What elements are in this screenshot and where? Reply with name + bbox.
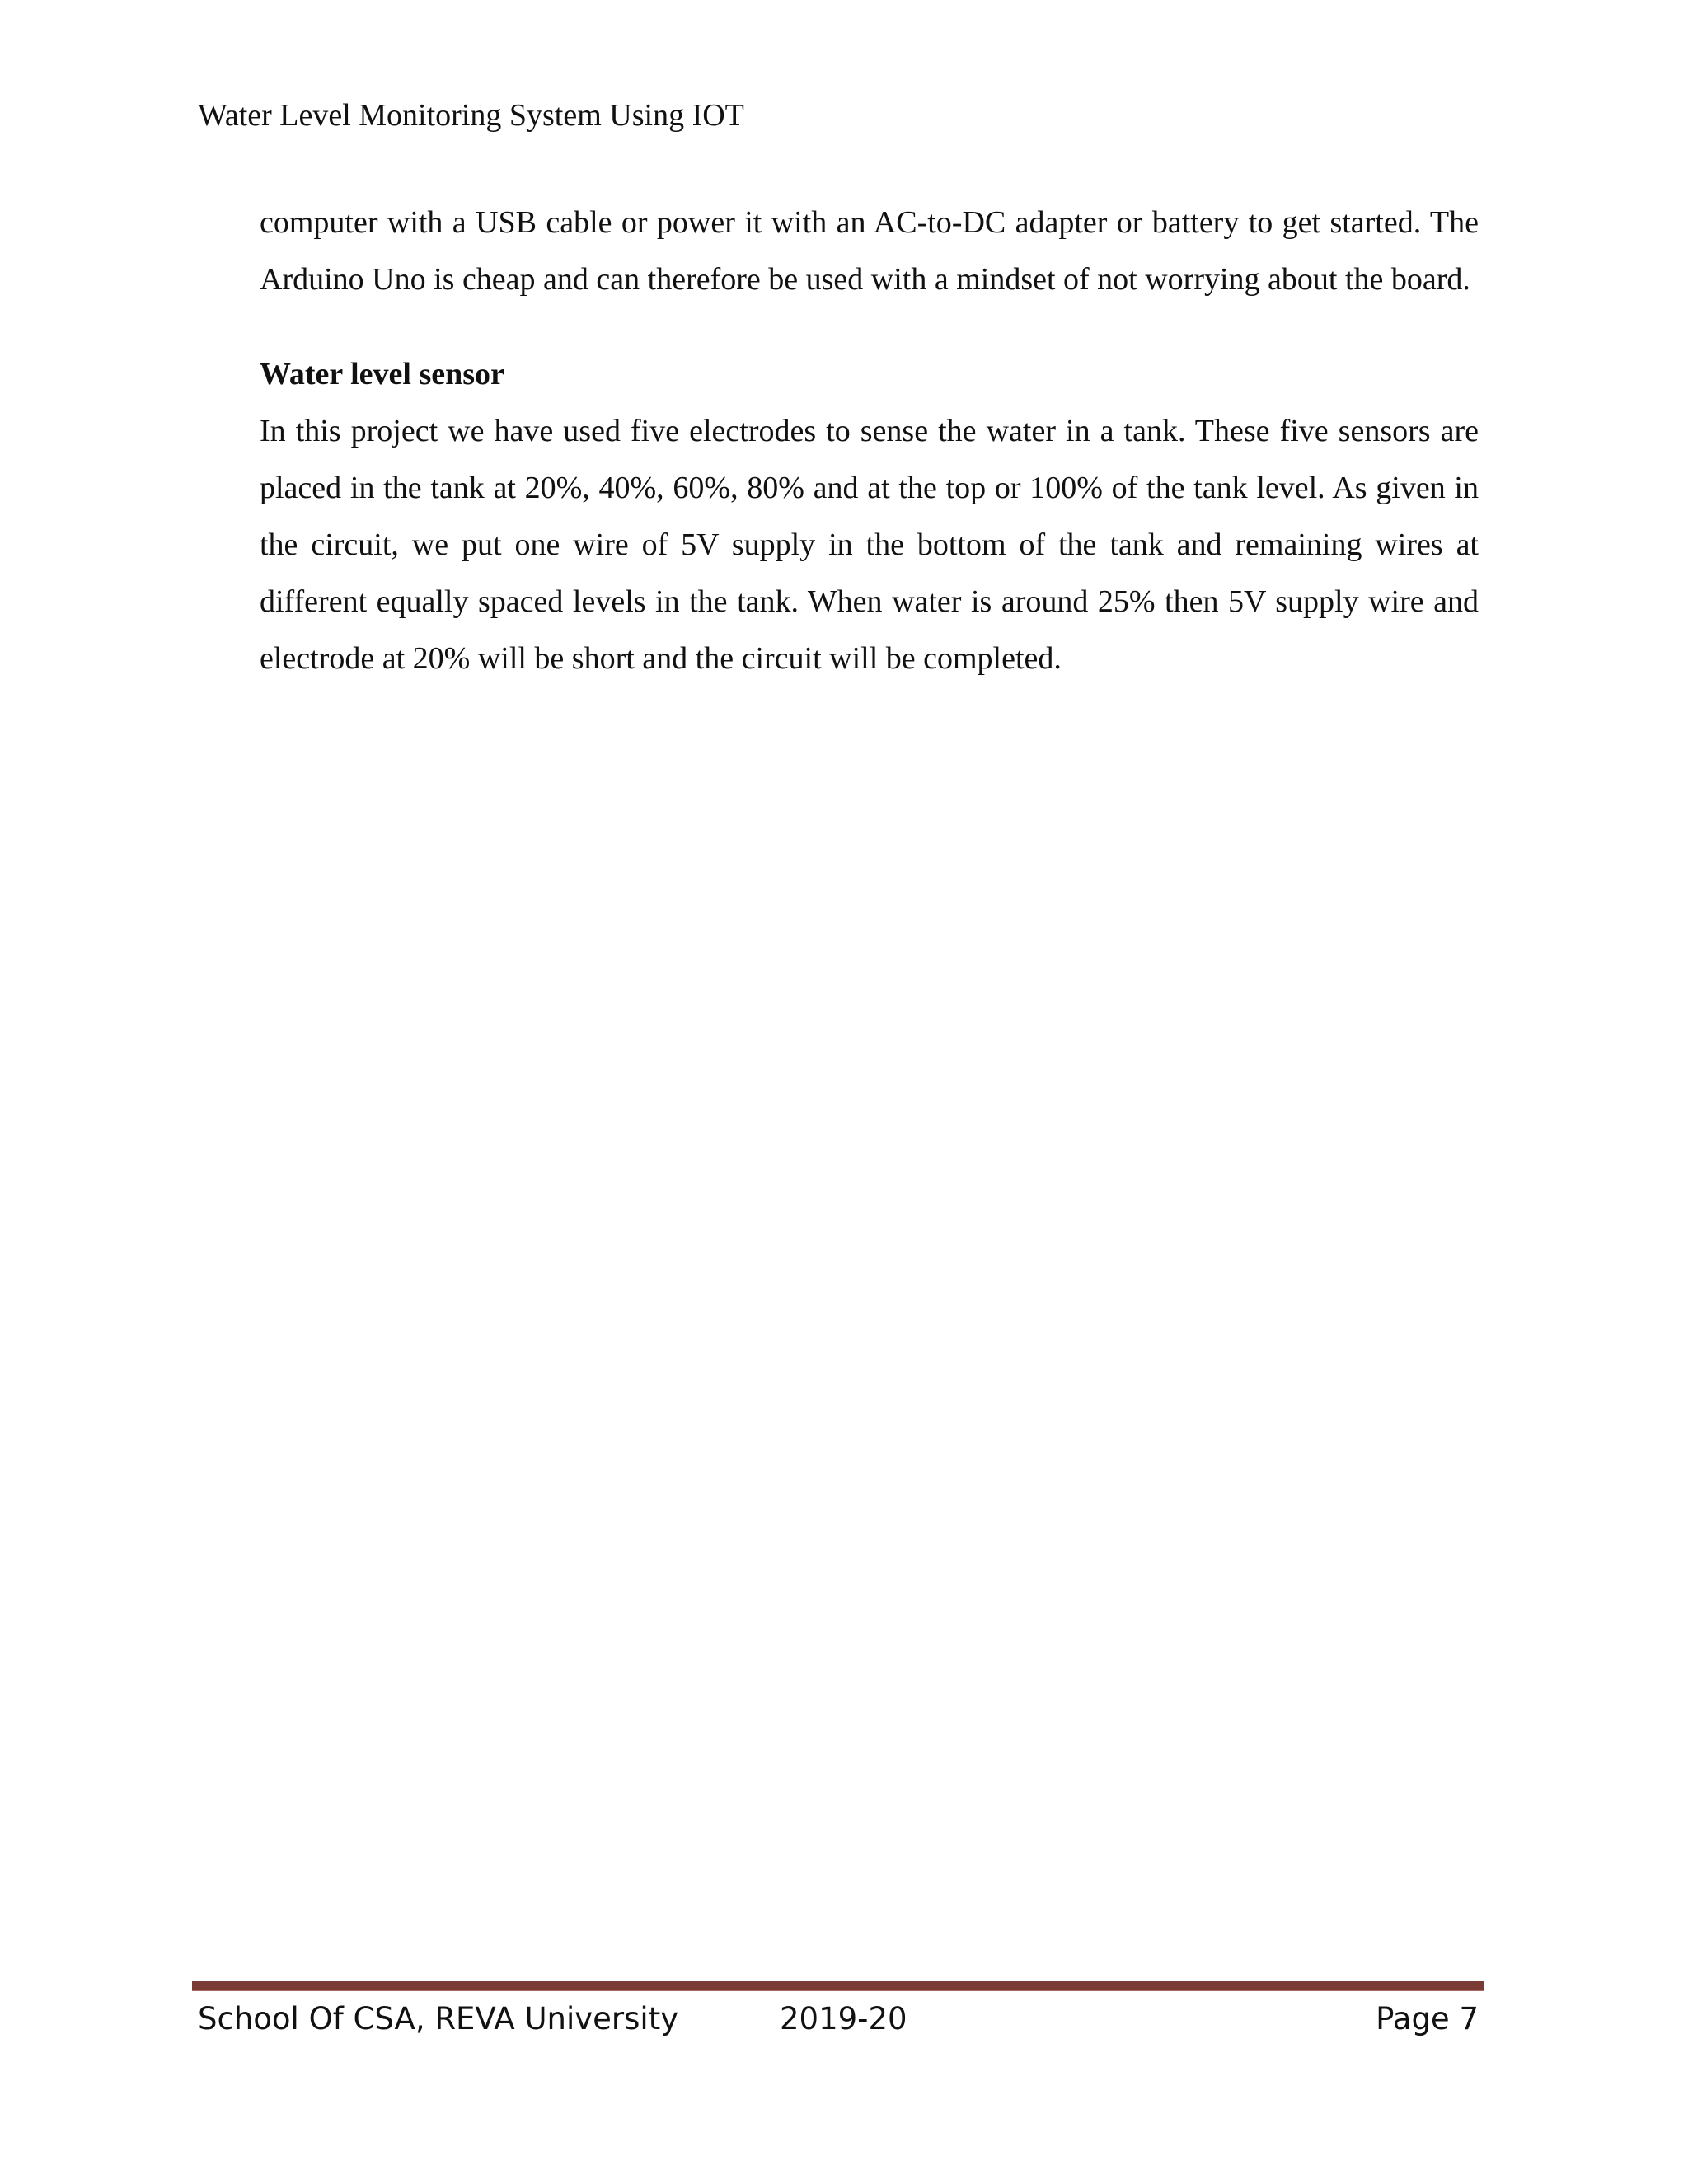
section-paragraph: In this project we have used five electrodes to sense the water in a tank. These five sensors are placed in the tank at 20%, 40%, 60%, 80% and at the top or 100% of the tank level. As given in the circuit, we put one wire of 5V supply in the bottom of the tank and remaining wires at different equally spaced levels in the tank. When water is around 25% then 5V supply wire and electrode at 20% will be short and the circuit will be completed. — [260, 414, 1479, 676]
footer-school: School Of CSA, REVA University — [198, 2001, 679, 2036]
section-heading: Water level sensor — [260, 357, 504, 391]
page-footer — [198, 1994, 1479, 2044]
intro-paragraph: computer with a USB cable or power it with an AC-to-DC adapter or battery to get started. The Arduino Uno is cheap and can therefore be used with a mindset of not worrying about the board. — [260, 205, 1479, 297]
footer-year: 2019-20 — [780, 2001, 907, 2036]
footer-page-number: Page 7 — [1376, 2001, 1479, 2036]
running-header-title: Water Level Monitoring System Using IOT — [198, 98, 744, 133]
page-content — [260, 194, 1479, 687]
footer-rule — [192, 1981, 1484, 1991]
